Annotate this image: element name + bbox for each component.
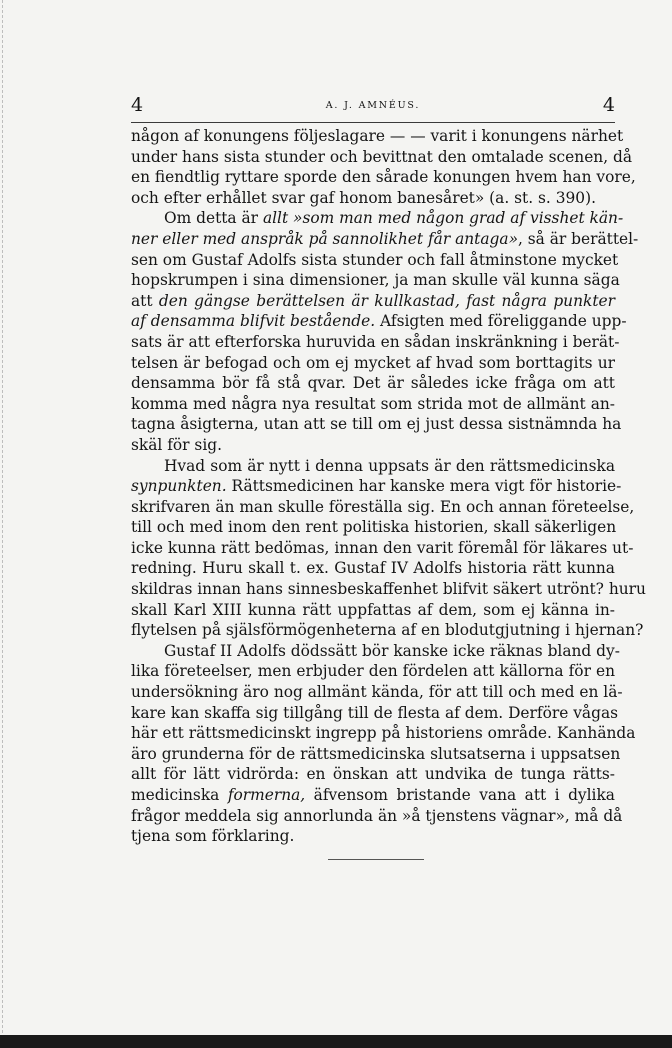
text-line: frågor meddela sig annorlunda än »å tjenstens vägnar», må då [131, 806, 623, 825]
text-line: skall Karl XIII kunna rätt uppfattas af dem, som ej känna in- [131, 600, 615, 619]
text-line: till och med inom den rent politiska historien, skall säkerligen [131, 518, 617, 537]
page-edge-mark [2, 0, 4, 1048]
text-line: synpunkten. Rättsmedicinen har kanske mera vigt för historie- [131, 477, 622, 496]
paragraph-start-line: Gustaf II Adolfs dödssätt bör kanske icke räknas bland dy- [164, 641, 620, 660]
italic-phrase: den gängse berättelsen är kullkastad, fast några punkter [158, 291, 615, 310]
text-line: af densamma blifvit bestående. Afsigten med föreliggande upp- [131, 312, 627, 331]
end-rule [328, 859, 424, 860]
text-line: lika företeelser, men erbjuder den fördelen att källorna för en [131, 662, 615, 681]
italic-phrase: af densamma blifvit bestående. [131, 312, 376, 331]
italic-phrase: synpunkten. [131, 477, 227, 496]
text-line: skildras innan hans sinnesbeskaffenhet blifvit säkert utrönt? huru [131, 580, 646, 599]
text-line: sats är att efterforska huruvida en sådan inskränkning i berät- [131, 332, 620, 351]
text-line: här ett rättsmedicinskt ingrepp på historiens område. Kanhända [131, 724, 636, 743]
text-line: skrifvaren än man skulle föreställa sig. En och annan företeelse, [131, 497, 635, 516]
text-line: ner eller med anspråk på sannolikhet får antaga», så är berättel- [131, 229, 639, 248]
text-line: en fiendtlig ryttare sporde den sårade konungen hvem han vore, [131, 168, 636, 187]
text-line: under hans sista stunder och bevittnat den omtalade scenen, då [131, 147, 633, 166]
page-number-right: 4 [602, 94, 615, 116]
paragraph-start-line: Om detta är allt »som man med någon grad af visshet kän- [164, 209, 624, 228]
italic-phrase: formerna, [227, 786, 306, 804]
text-line: äro grunderna för de rättsmedicinska slutsatserna i uppsatsen [131, 744, 621, 763]
text-line: hopskrumpen i sina dimensioner, ja man skulle väl kunna säga [131, 271, 620, 290]
text-line: icke kunna rätt bedömas, innan den varit föremål för läkares ut- [131, 538, 634, 557]
text-line: och efter erhållet svar gaf honom banesåret» (a. st. s. 390). [131, 188, 596, 207]
header-rule [131, 122, 615, 123]
text-line: tagna åsigterna, utan att se till om ej just dessa sistnämnda ha [131, 415, 622, 434]
text-line: medicinska formerna, äfvensom bristande vana att i dylika [131, 786, 615, 804]
italic-phrase: ner eller med anspråk på sannolikhet får antaga» [131, 229, 518, 248]
text-line: densamma bör få stå qvar. Det är således icke fråga om att [131, 374, 615, 393]
text-line: någon af konungens följeslagare — — varit i konungens närhet [131, 127, 624, 145]
text-line: flytelsen på själsförmögenheterna af en blodutgjutning i hjernan? [131, 621, 644, 640]
text-line: allt för lätt vidrörda: en önskan att undvika de tunga rätts- [131, 765, 615, 784]
text-line: sen om Gustaf Adolfs sista stunder och fall åtminstone mycket [131, 250, 619, 269]
scan-bottom-band [0, 1035, 672, 1048]
paragraph-start-line: Hvad som är nytt i denna uppsats är den rättsmedicinska [164, 456, 615, 475]
text-line: redning. Huru skall t. ex. Gustaf IV Adolfs historia rätt kunna [131, 559, 615, 578]
body-text [131, 126, 646, 847]
text-line: undersökning äro nog allmänt kända, för att till och med en lä- [131, 683, 623, 702]
text-line: kare kan skaffa sig tillgång till de flesta af dem. Derföre vågas [131, 703, 619, 722]
italic-phrase: allt »som man med någon grad af visshet kän- [262, 209, 624, 228]
text-line: skäl för sig. [131, 435, 222, 454]
page-header [131, 94, 615, 124]
text-line: tjena som förklaring. [131, 827, 295, 846]
page-number-left: 4 [131, 94, 144, 116]
text-line: att den gängse berättelsen är kullkastad, fast några punkter [131, 291, 615, 310]
text-line: komma med några nya resultat som strida mot de allmänt an- [131, 394, 615, 413]
running-head: A. J. AMNÉUS. [325, 100, 421, 111]
text-line: telsen är befogad och om ej mycket af hvad som borttagits ur [131, 353, 615, 372]
